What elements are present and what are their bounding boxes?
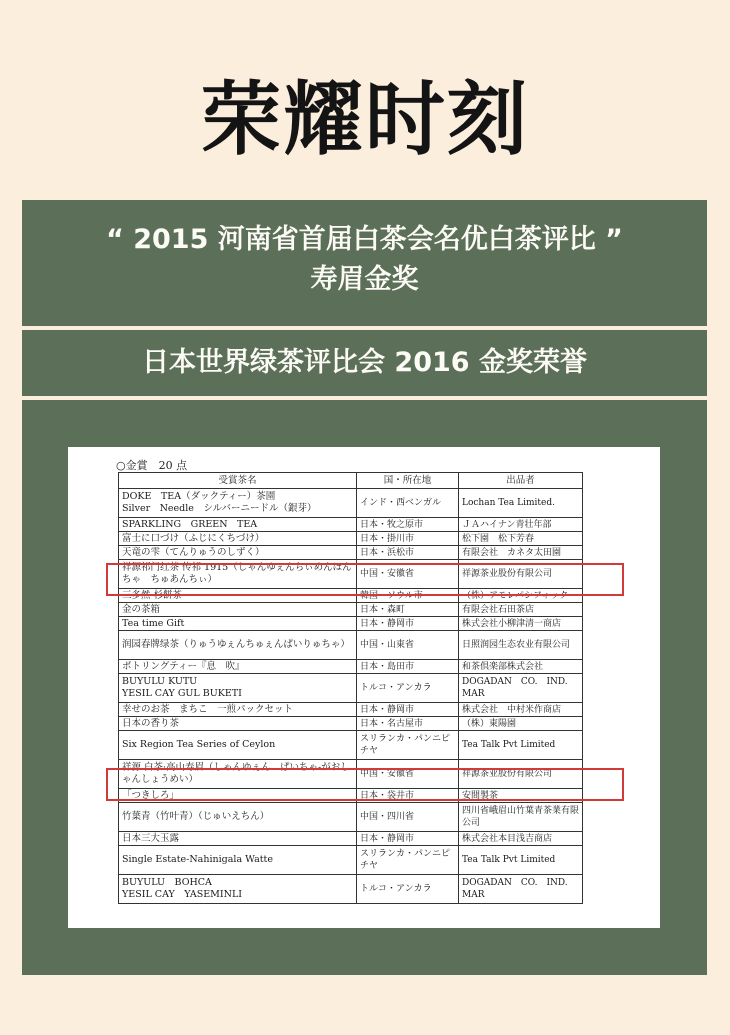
tea-name-cell: 润园春牌绿茶（りゅうゆぇんちゅぇんぱいりゅちゃ） (119, 631, 357, 660)
exhibitor-cell: 安間製茶 (459, 789, 583, 803)
table-row (119, 660, 583, 674)
column-header: 国・所在地 (357, 473, 459, 489)
tea-name-cell: 竹葉青（竹叶青）（じゅいえちん） (119, 803, 357, 832)
exhibitor-cell: 株式会社小柳津清一商店 (459, 617, 583, 631)
table-row (119, 546, 583, 560)
location-cell: 中国・安徽省 (357, 760, 459, 789)
tea-name-cell: 三多然 杉餅茶 (119, 589, 357, 603)
table-row (119, 875, 583, 904)
location-cell: 日本・牧之原市 (357, 518, 459, 532)
exhibitor-cell: 和茶倶楽部株式会社 (459, 660, 583, 674)
tea-name-cell: SPARKLING GREEN TEA (119, 518, 357, 532)
document-heading: ○金賞 20 点 (116, 459, 188, 472)
location-cell: 中国・四川省 (357, 803, 459, 832)
column-header: 出品者 (459, 473, 583, 489)
exhibitor-cell: DOGADAN CO. IND. MAR (459, 875, 583, 904)
table-row (119, 674, 583, 703)
highlight-box-keemun (106, 563, 624, 596)
table-row (119, 731, 583, 760)
location-cell: 中国・山東省 (357, 631, 459, 660)
column-header: 受賞茶名 (119, 473, 357, 489)
exhibitor-cell: DOGADAN CO. IND. MAR (459, 674, 583, 703)
location-cell: 日本・静岡市 (357, 617, 459, 631)
location-cell: 日本・浜松市 (357, 546, 459, 560)
table-row (119, 846, 583, 875)
location-cell: 日本・森町 (357, 603, 459, 617)
award-banner-japan: 日本世界绿茶评比会 2016 金奖荣誉 (22, 330, 707, 396)
award-banner-henan (22, 200, 707, 326)
location-cell: 韓国・ソウル市 (357, 589, 459, 603)
tea-name-cell: BUYULU KUTU YESIL CAY GUL BUKETI (119, 674, 357, 703)
tea-name-cell: 富士に口づけ（ふじにくちづけ） (119, 532, 357, 546)
tea-name-cell: 天竜の雫（てんりゅうのしずく） (119, 546, 357, 560)
table-row (119, 803, 583, 832)
table-row (119, 603, 583, 617)
location-cell: トルコ・アンカラ (357, 875, 459, 904)
exhibitor-cell: Tea Talk Pvt Limited (459, 846, 583, 875)
exhibitor-cell: 祥源茶业股份有限公司 (459, 560, 583, 589)
tea-name-cell: Single Estate-Nahinigala Watte (119, 846, 357, 875)
location-cell: トルコ・アンカラ (357, 674, 459, 703)
award-document (68, 447, 660, 928)
table-header-row (119, 473, 583, 489)
page-title: 荣耀时刻 (201, 73, 529, 166)
exhibitor-cell: Lochan Tea Limited. (459, 489, 583, 518)
tea-name-cell: 日本の香り茶 (119, 717, 357, 731)
table-row (119, 518, 583, 532)
exhibitor-cell: （株）アモレパシフィック (459, 589, 583, 603)
table-row (119, 617, 583, 631)
exhibitor-cell: 祥源茶业股份有限公司 (459, 760, 583, 789)
table-row (119, 489, 583, 518)
exhibitor-cell: 有限会社石田茶店 (459, 603, 583, 617)
exhibitor-cell: 日照润园生态农业有限公司 (459, 631, 583, 660)
location-cell: インド・西ベンガル (357, 489, 459, 518)
tea-name-cell: 祥源 白茶·高山寿眉（しゃんゆぇん ぱいちゃ-がおしゃんしょうめい） (119, 760, 357, 789)
location-cell: 日本・島田市 (357, 660, 459, 674)
exhibitor-cell: 株式会社 中村米作商店 (459, 703, 583, 717)
tea-name-cell: 日本三大玉露 (119, 832, 357, 846)
location-cell: 中国・安徽省 (357, 560, 459, 589)
location-cell: 日本・名古屋市 (357, 717, 459, 731)
banner-henan-line2: 寿眉金奖 (310, 264, 419, 295)
location-cell: 日本・袋井市 (357, 789, 459, 803)
location-cell: 日本・静岡市 (357, 832, 459, 846)
award-table (118, 472, 583, 904)
exhibitor-cell: 四川省峨眉山竹葉青茶業有限公司 (459, 803, 583, 832)
exhibitor-cell: 松下園 松下芳春 (459, 532, 583, 546)
tea-name-cell: BUYULU BOHCA YESIL CAY YASEMINLI (119, 875, 357, 904)
tea-name-cell: Tea time Gift (119, 617, 357, 631)
table-row (119, 631, 583, 660)
tea-name-cell: 「つきしろ」 (119, 789, 357, 803)
tea-name-cell: 幸せのお茶 まちこ 一煎パックセット (119, 703, 357, 717)
exhibitor-cell: （株）東陽園 (459, 717, 583, 731)
location-cell: 日本・掛川市 (357, 532, 459, 546)
location-cell: スリランカ・パンニピチヤ (357, 846, 459, 875)
location-cell: 日本・静岡市 (357, 703, 459, 717)
table-row (119, 832, 583, 846)
tea-name-cell: 金の茶箱 (119, 603, 357, 617)
tea-name-cell: ボトリングティー『息 吹』 (119, 660, 357, 674)
exhibitor-cell: ＪＡハイナン青壮年部 (459, 518, 583, 532)
table-row (119, 717, 583, 731)
tea-name-cell: Six Region Tea Series of Ceylon (119, 731, 357, 760)
tea-name-cell: DOKE TEA（ダックティー）茶園 Silver Needle シルバーニードル（銀芽） (119, 489, 357, 518)
tea-name-cell: 祥源祁门红茶 传祁 1915（しゃんゆぇんちぃめんほんちゃ ちゅあんちぃ） (119, 560, 357, 589)
exhibitor-cell: Tea Talk Pvt Limited (459, 731, 583, 760)
location-cell: スリランカ・パンニピチヤ (357, 731, 459, 760)
exhibitor-cell: 株式会社本目浅吉商店 (459, 832, 583, 846)
exhibitor-cell: 有限会社 カネタ太田園 (459, 546, 583, 560)
banner-henan-line1: “ 2015 河南省首届白茶会名优白茶评比 ” (106, 224, 623, 255)
highlight-box-shoumei (106, 768, 624, 801)
table-row (119, 532, 583, 546)
table-row (119, 703, 583, 717)
